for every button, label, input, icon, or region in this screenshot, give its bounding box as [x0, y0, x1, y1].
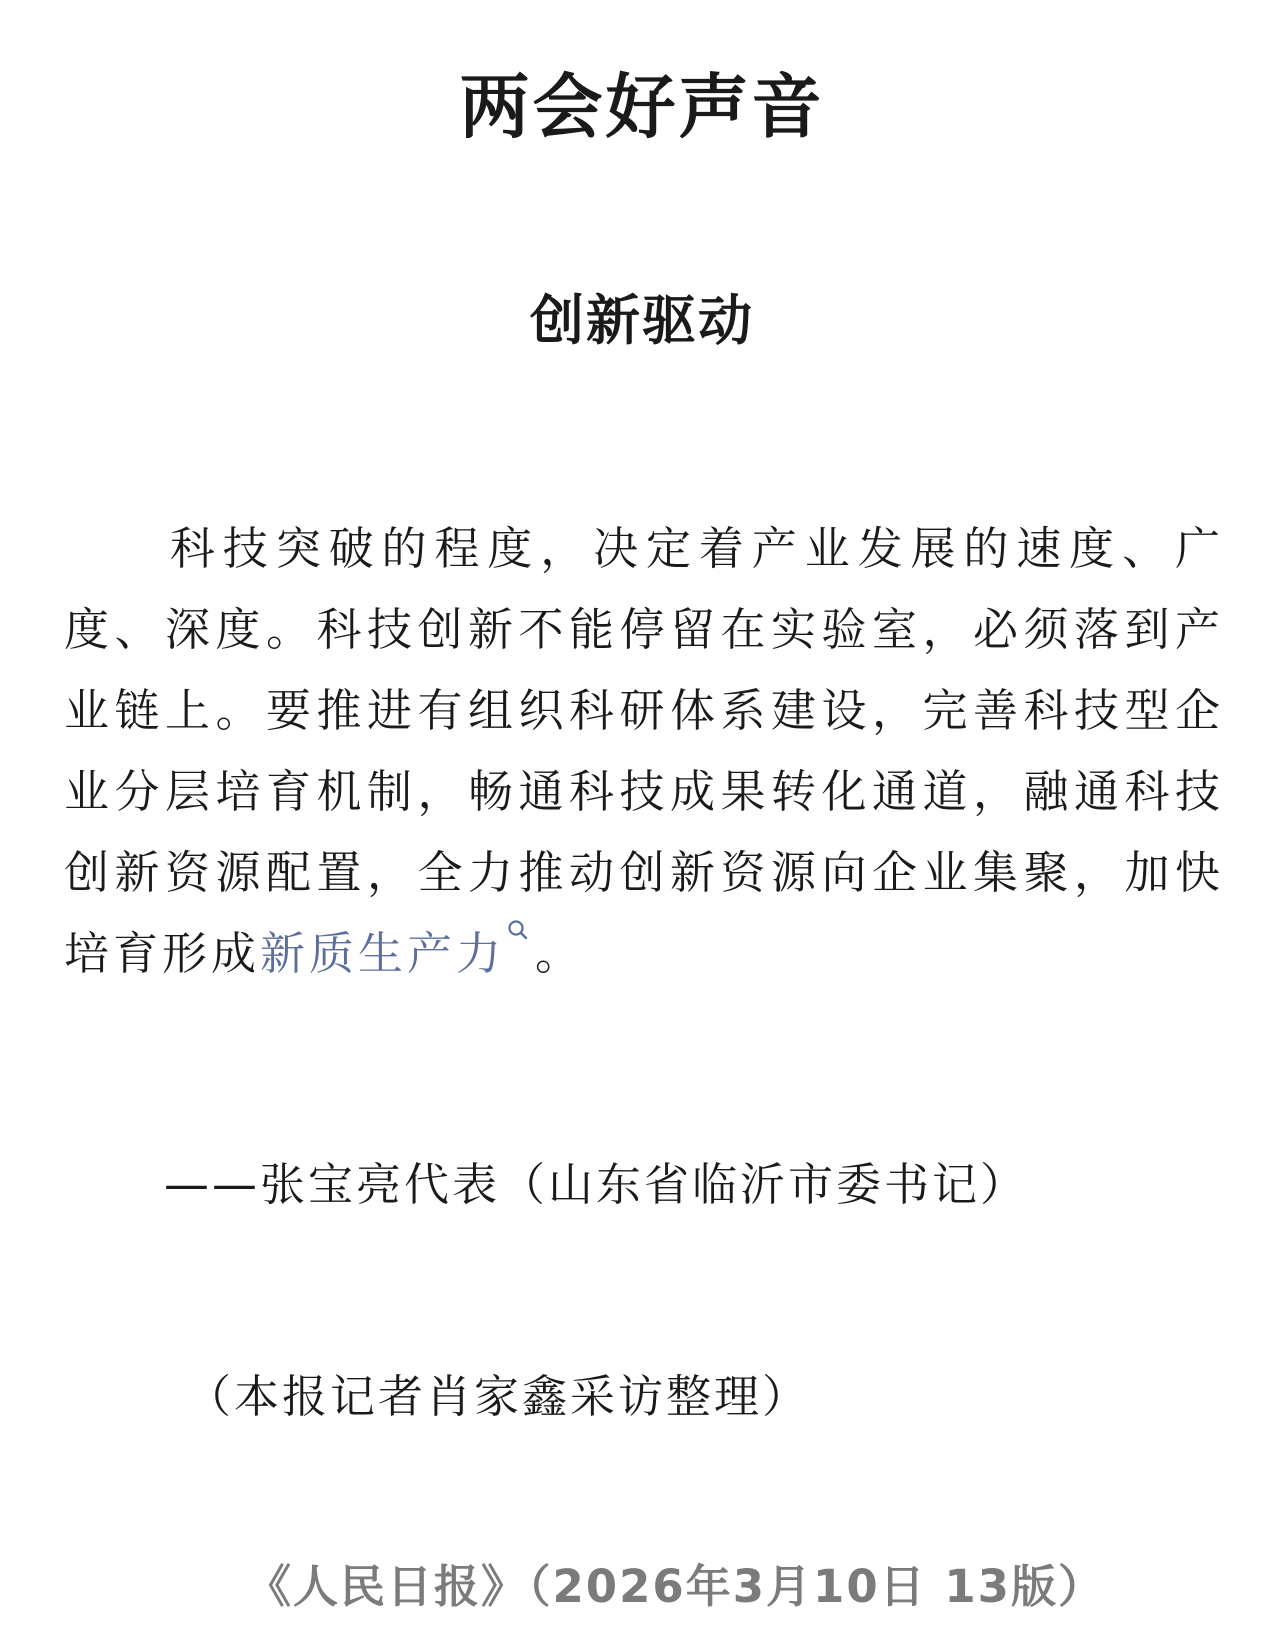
article-body: [64, 508, 1224, 994]
reporter-note: （本报记者肖家鑫采访整理）: [186, 1370, 811, 1423]
source-citation: 《人民日报》（2026年3月10日 13版）: [246, 1560, 1105, 1613]
body-end-punct: 。: [535, 927, 585, 980]
page-title: 两会好声音: [459, 66, 825, 148]
attribution: ——张宝亮代表（山东省临沂市委书记）: [164, 1158, 1029, 1211]
keyword-link[interactable]: 新质生产力: [260, 927, 506, 980]
search-icon[interactable]: [507, 919, 529, 949]
section-title: 创新驱动: [530, 289, 754, 352]
body-text: 科技突破的程度，决定着产业发展的速度、广度、深度。科技创新不能停留在实验室，必须落到产业链上。要推进有组织科研体系建设，完善科技型企业分层培育机制，畅通科技成果转化通道，融通科技创新资源配置，全力推动创新资源向企业集聚，加快培育形成: [64, 522, 1224, 980]
